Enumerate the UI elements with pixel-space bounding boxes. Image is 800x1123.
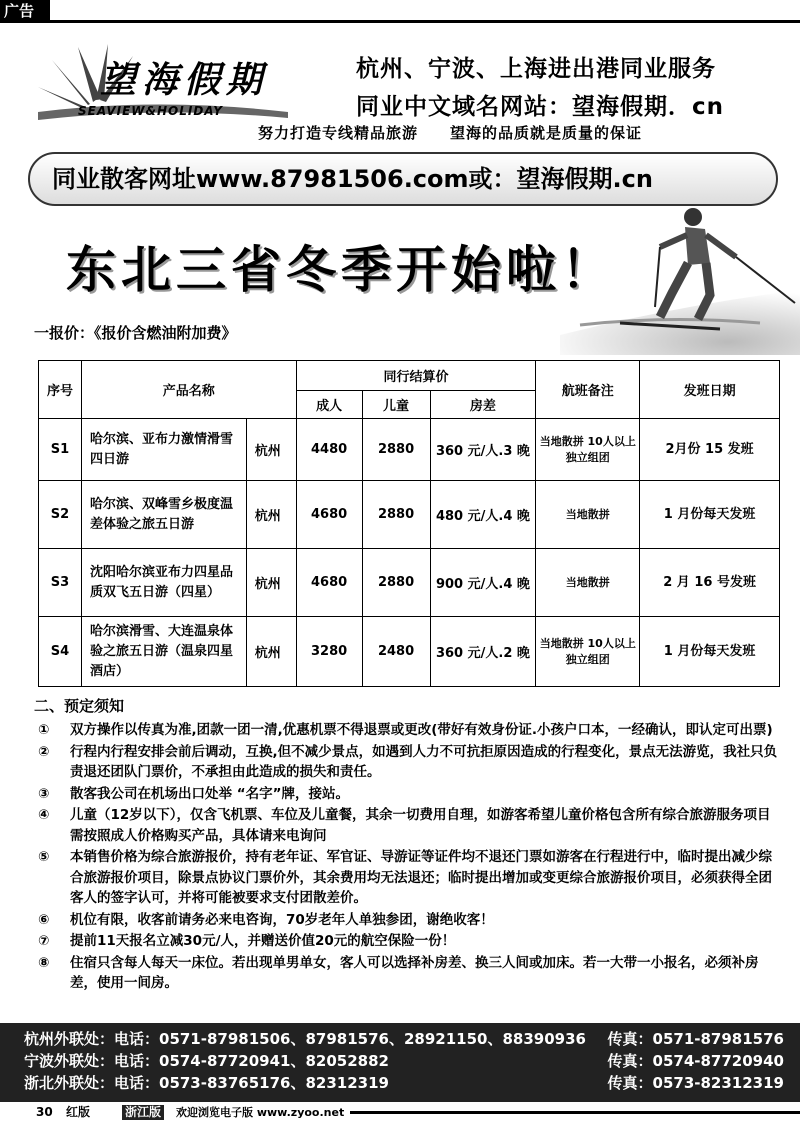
list-item bbox=[38, 784, 780, 805]
list-item bbox=[38, 720, 780, 741]
contact-row bbox=[24, 1050, 784, 1072]
row-depart-date: 1 月份每天发班 bbox=[640, 481, 780, 549]
row-flight-note: 当地散拼 10人以上独立组团 bbox=[536, 419, 640, 481]
row-adult-price: 4480 bbox=[296, 419, 362, 481]
logo-english-name: SEAVIEW&HOLIDAY bbox=[78, 104, 223, 118]
row-flight-note: 当地散拼 10人以上独立组团 bbox=[536, 617, 640, 687]
table-row bbox=[39, 617, 780, 687]
row-flight-note: 当地散拼 bbox=[536, 549, 640, 617]
row-depart: 杭州 bbox=[246, 419, 296, 481]
note-text: 散客我公司在机场出口处举 “名字”牌，接站。 bbox=[70, 785, 349, 802]
list-item bbox=[38, 953, 780, 994]
note-text: 提前11天报名立减30元/人，并赠送价值20元的航空保险一份！ bbox=[70, 933, 456, 949]
row-id: S4 bbox=[39, 617, 82, 687]
contact-fax: 传真：0574-87720940 bbox=[607, 1052, 784, 1070]
note-text: 住宿只含每人每天一床位。若出现单男单女，客人可以选择补房差、换三人间或加床。若一大带一小报名，必须补房差，使用一间房。 bbox=[70, 954, 759, 991]
header-domain-line: 同业中文域名网站：望海假期．cn bbox=[356, 94, 725, 120]
website-url-bar: 同业散客网址www.87981506.com或：望海假期.cn bbox=[28, 152, 778, 206]
row-child-price: 2880 bbox=[362, 419, 430, 481]
row-id: S3 bbox=[39, 549, 82, 617]
edition-label: 红版 bbox=[66, 1105, 91, 1119]
header-child: 儿童 bbox=[362, 391, 430, 419]
table-row bbox=[39, 549, 780, 617]
header-room-diff: 房差 bbox=[430, 391, 536, 419]
row-room-diff: 360 元/人.3 晚 bbox=[430, 419, 536, 481]
contact-bar bbox=[0, 1023, 800, 1102]
note-number: ① bbox=[38, 722, 50, 738]
row-depart-date: 2 月 16 号发班 bbox=[640, 549, 780, 617]
price-table bbox=[38, 360, 780, 687]
list-item bbox=[38, 805, 780, 846]
row-product-name: 沈阳哈尔滨亚布力四星品质双飞五日游（四星） bbox=[81, 549, 246, 617]
note-text: 双方操作以传真为准,团款一团一清,优惠机票不得退票或更改(带好有效身份证.小孩户口本，一经确认，即认定可出票) bbox=[70, 722, 773, 738]
note-number: ⑦ bbox=[38, 933, 50, 949]
row-depart-date: 1 月份每天发班 bbox=[640, 617, 780, 687]
contact-fax: 传真：0573-82312319 bbox=[607, 1074, 784, 1092]
header-adult: 成人 bbox=[296, 391, 362, 419]
row-room-diff: 480 元/人.4 晚 bbox=[430, 481, 536, 549]
contact-office-phone: 浙北外联处：电话：0573-83765176、82312319 bbox=[24, 1074, 389, 1092]
section-quote-title: 一报价：《报价含燃油附加费》 bbox=[34, 324, 237, 342]
contact-office-phone: 宁波外联处：电话：0574-87720941、82052882 bbox=[24, 1052, 389, 1070]
note-text: 机位有限，收客前请务必来电咨询，70岁老年人单独参团，谢绝收客！ bbox=[70, 911, 494, 928]
note-number: ⑤ bbox=[38, 849, 50, 865]
page-footer bbox=[0, 1102, 800, 1123]
row-depart-date: 2月份 15 发班 bbox=[640, 419, 780, 481]
headline: 东北三省冬季开始啦！ bbox=[66, 241, 616, 299]
list-item bbox=[38, 910, 780, 931]
table-row bbox=[39, 419, 780, 481]
row-product-name: 哈尔滨、亚布力激情滑雪四日游 bbox=[81, 419, 246, 481]
row-depart: 杭州 bbox=[246, 617, 296, 687]
contact-fax: 传真：0571-87981576 bbox=[607, 1030, 784, 1048]
header-slogan: 努力打造专线精品旅游 望海的品质就是质量的保证 bbox=[258, 124, 643, 142]
page-number: 30 bbox=[36, 1105, 53, 1119]
contact-row bbox=[24, 1072, 784, 1094]
header-product: 产品名称 bbox=[81, 361, 296, 419]
contact-office-phone: 杭州外联处：电话：0571-87981506、87981576、28921150、88390936 bbox=[24, 1030, 586, 1048]
row-depart: 杭州 bbox=[246, 481, 296, 549]
row-id: S1 bbox=[39, 419, 82, 481]
website-link[interactable]: 欢迎浏览电子版 www.zyoo.net bbox=[176, 1106, 345, 1119]
row-adult-price: 4680 bbox=[296, 481, 362, 549]
row-child-price: 2880 bbox=[362, 481, 430, 549]
note-text: 本销售价格为综合旅游报价，持有老年证、军官证、导游证等证件均不退还门票如游客在行程进行中，临时提出减少综合旅游报价项目，除景点协议门票价外，其余费用均无法退还；临时提出增加或变更综合旅游报价项目，必须获得全团客人的签字认可，并将可能被要求支付团散差价。 bbox=[70, 849, 772, 906]
top-rule bbox=[0, 20, 800, 23]
note-number: ④ bbox=[38, 807, 50, 823]
list-item bbox=[38, 847, 780, 909]
header-service-line: 杭州、宁波、上海进出港同业服务 bbox=[356, 56, 716, 82]
note-text: 行程内行程安排会前后调动，互换,但不减少景点，如遇到人力不可抗拒原因造成的行程变化，景点无法游览，我社只负责退还团队门票价，不承担由此造成的损失和责任。 bbox=[70, 743, 778, 780]
row-child-price: 2880 bbox=[362, 549, 430, 617]
footer-rule bbox=[350, 1111, 800, 1114]
list-item bbox=[38, 931, 780, 952]
row-room-diff: 900 元/人.4 晚 bbox=[430, 549, 536, 617]
ad-tag: 广告 bbox=[0, 0, 50, 22]
note-number: ⑧ bbox=[38, 954, 50, 971]
row-flight-note: 当地散拼 bbox=[536, 481, 640, 549]
row-adult-price: 3280 bbox=[296, 617, 362, 687]
list-item bbox=[38, 742, 780, 783]
row-room-diff: 360 元/人.2 晚 bbox=[430, 617, 536, 687]
contact-row bbox=[24, 1028, 784, 1050]
row-adult-price: 4680 bbox=[296, 549, 362, 617]
header-settle-price: 同行结算价 bbox=[296, 361, 536, 391]
section-booking-notes-title: 二、预定须知 bbox=[34, 697, 125, 715]
note-number: ② bbox=[38, 743, 50, 760]
note-text: 儿童（12岁以下），仅含飞机票、车位及儿童餐，其余一切费用自理，如游客希望儿童价格包含所有综合旅游服务项目需按照成人价格购买产品，具体请来电询问 bbox=[70, 807, 771, 844]
row-product-name: 哈尔滨、双峰雪乡极度温差体验之旅五日游 bbox=[81, 481, 246, 549]
row-depart: 杭州 bbox=[246, 549, 296, 617]
header-flight-note: 航班备注 bbox=[536, 361, 640, 419]
booking-notes-list bbox=[38, 720, 780, 995]
note-number: ⑥ bbox=[38, 911, 50, 928]
table-row bbox=[39, 481, 780, 549]
region-badge: 浙江版 bbox=[122, 1105, 164, 1120]
header-seq: 序号 bbox=[39, 361, 82, 419]
header-depart-date: 发班日期 bbox=[640, 361, 780, 419]
row-product-name: 哈尔滨滑雪、大连温泉体验之旅五日游（温泉四星酒店） bbox=[81, 617, 246, 687]
logo-chinese-name: 望海假期 bbox=[100, 59, 269, 101]
note-number: ③ bbox=[38, 785, 50, 802]
row-child-price: 2480 bbox=[362, 617, 430, 687]
row-id: S2 bbox=[39, 481, 82, 549]
